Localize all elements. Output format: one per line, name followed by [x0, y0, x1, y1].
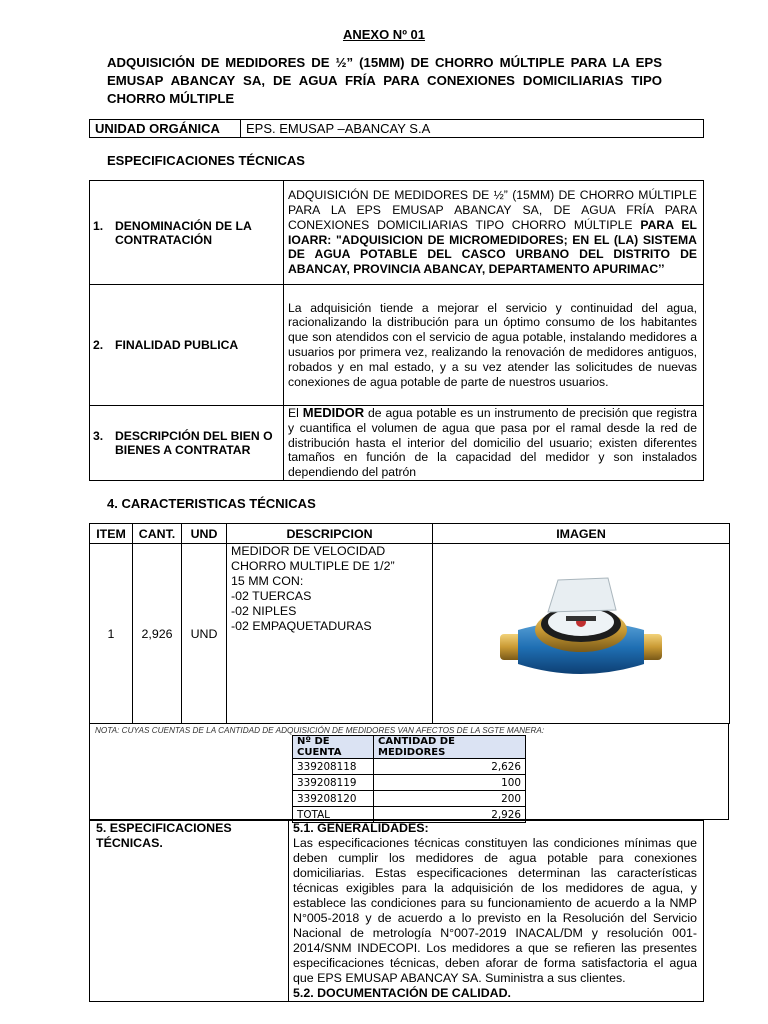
section5-label: 5. ESPECIFICACIONES TÉCNICAS. [90, 821, 289, 1002]
accounts-table [292, 735, 526, 823]
total-label: TOTAL [293, 807, 374, 823]
characteristics-heading: 4. CARACTERISTICAS TÉCNICAS [107, 496, 316, 511]
table-row [293, 775, 526, 791]
spec-bold-text: MEDIDOR [302, 405, 365, 420]
account-number: 339208120 [293, 791, 374, 807]
spec-label-text: FINALIDAD PUBLICA [115, 338, 239, 352]
item-unit: UND [182, 544, 227, 724]
spec-number: 1. [93, 218, 104, 233]
col-description: DESCRIPCION [227, 524, 433, 544]
desc-line: MEDIDOR DE VELOCIDAD [231, 544, 386, 558]
section5-table [89, 820, 704, 1002]
desc-line: -02 TUERCAS [231, 589, 312, 603]
table-row [293, 759, 526, 775]
spec-label [90, 285, 284, 406]
spec-number: 2. [93, 338, 104, 352]
document-title: ADQUISICIÓN DE MEDIDORES DE ½” (15MM) DE CHORRO MÚLTIPLE PARA LA EPS EMUSAP ABANCAY SA, DE AGUA FRÍA PARA CONEXIONES DOMICILIARIAS TIPO CHORRO MÚLTIPLE [107, 55, 662, 106]
spec-value: La adquisición tiende a mejorar el servicio y continuidad del agua, racionalizando la distribución para un óptimo consumo de los habitantes que son atendidos con el servicio de agua potable, instalando medidores a usuarios por primera vez, realizando la renovación de medidores antiguos, robados y en mal estado, y a su vez atender las solicitudes de nuevas conexiones de agua potable de parte de nuestros usuarios. [284, 285, 704, 406]
col-image: IMAGEN [433, 524, 730, 544]
unit-value: EPS. EMUSAP –ABANCAY S.A [241, 120, 704, 138]
spec-text: El [288, 406, 299, 420]
account-qty: 200 [374, 791, 526, 807]
account-qty: 2,626 [374, 759, 526, 775]
col-account: Nº DE CUENTA [293, 736, 374, 759]
col-unit: UND [182, 524, 227, 544]
spec-heading: ESPECIFICACIONES TÉCNICAS [107, 153, 305, 168]
spec-label-text: DESCRIPCIÓN DEL BIEN O BIENES A CONTRATAR [115, 429, 273, 457]
items-table [89, 523, 730, 724]
spec-row [90, 406, 704, 481]
section5-sub1: 5.1. GENERALIDADES: [293, 821, 429, 835]
desc-line: -02 EMPAQUETADURAS [231, 619, 372, 633]
desc-line: 15 MM CON: [231, 574, 304, 588]
accounts-note: NOTA: CUYAS CUENTAS DE LA CANTIDAD DE ADQUISICIÓN DE MEDIDORES VAN AFECTOS DE LA SGTE MANERA: [95, 726, 545, 735]
spec-text: de agua potable es un instrumento de precisión que registra y cuantifica el volumen de agua que pasa por el ramal desde la red de distribución hasta el interior del domicilio del usuario; existen diferentes tamaños en función de la capacidad del medidor y son instalados dependiendo del patrón [288, 406, 697, 480]
spec-number: 3. [93, 429, 104, 443]
unit-label: UNIDAD ORGÁNICA [90, 120, 241, 138]
spec-text: ADQUISICIÓN DE MEDIDORES DE ½” (15MM) DE CHORRO MÚLTIPLE PARA LA EPS EMUSAP ABANCAY SA, DE AGUA FRÍA PARA CONEXIONES DOMICILIARIAS TIPO CHORRO MÚLTIPLE [288, 188, 697, 232]
item-image-cell [433, 544, 730, 724]
table-row [293, 791, 526, 807]
specs-table [89, 180, 704, 481]
item-qty: 2,926 [133, 544, 182, 724]
spec-row [90, 285, 704, 406]
spec-value [284, 406, 704, 481]
spec-row [90, 181, 704, 285]
account-qty: 100 [374, 775, 526, 791]
account-number: 339208118 [293, 759, 374, 775]
col-qty: CANT. [133, 524, 182, 544]
spec-label [90, 406, 284, 481]
total-value: 2,926 [374, 807, 526, 823]
desc-line: CHORRO MULTIPLE DE 1/2” [231, 559, 395, 573]
spec-label-text: DENOMINACIÓN DE LA CONTRATACIÓN [115, 218, 252, 247]
section5-sub2: 5.2. DOCUMENTACIÓN DE CALIDAD. [293, 986, 511, 1000]
organic-unit-table [89, 119, 704, 138]
col-quantity: CANTIDAD DE MEDIDORES [374, 736, 526, 759]
desc-line: -02 NIPLES [231, 604, 297, 618]
water-meter-image [496, 572, 666, 692]
section5-text: Las especificaciones técnicas constituyen las condiciones mínimas que deben cumplir los medidores de agua potable para conexiones domiciliarias. Estas especificaciones determinan las características técnicas exigibles para la adquisición de los medidores de agua, y establece las condiciones para su funcionamiento de acuerdo a la NMP N°005-2018 y de acuerdo a lo previsto en la Resolución del Servicio Nacional de metrología N°007-2019 INACAL/DM y resolución 001-2014/SNM INDECOPI. Los medidores a que se refieren las presentes especificaciones técnicas, deben aforar de forma satisfactoria el agua que EPS EMUSAP ABANCAY SA. Suministra a sus clientes. [293, 836, 697, 985]
col-item: ITEM [90, 524, 133, 544]
item-description [227, 544, 433, 724]
account-number: 339208119 [293, 775, 374, 791]
section5-body [289, 821, 704, 1002]
spec-bold-text: PARA EL IOARR: "ADQUISICION DE MICROMEDIDORES; EN EL (LA) SISTEMA DE AGUA POTABLE DEL CASCO URBANO DEL DISTRITO DE ABANCAY, PROVINCIA ABANCAY, DEPARTAMENTO APURIMAC’’ [288, 217, 697, 277]
item-number: 1 [90, 544, 133, 724]
spec-value [284, 181, 704, 285]
spec-label [90, 181, 284, 285]
annex-title: ANEXO Nº 01 [342, 27, 426, 42]
